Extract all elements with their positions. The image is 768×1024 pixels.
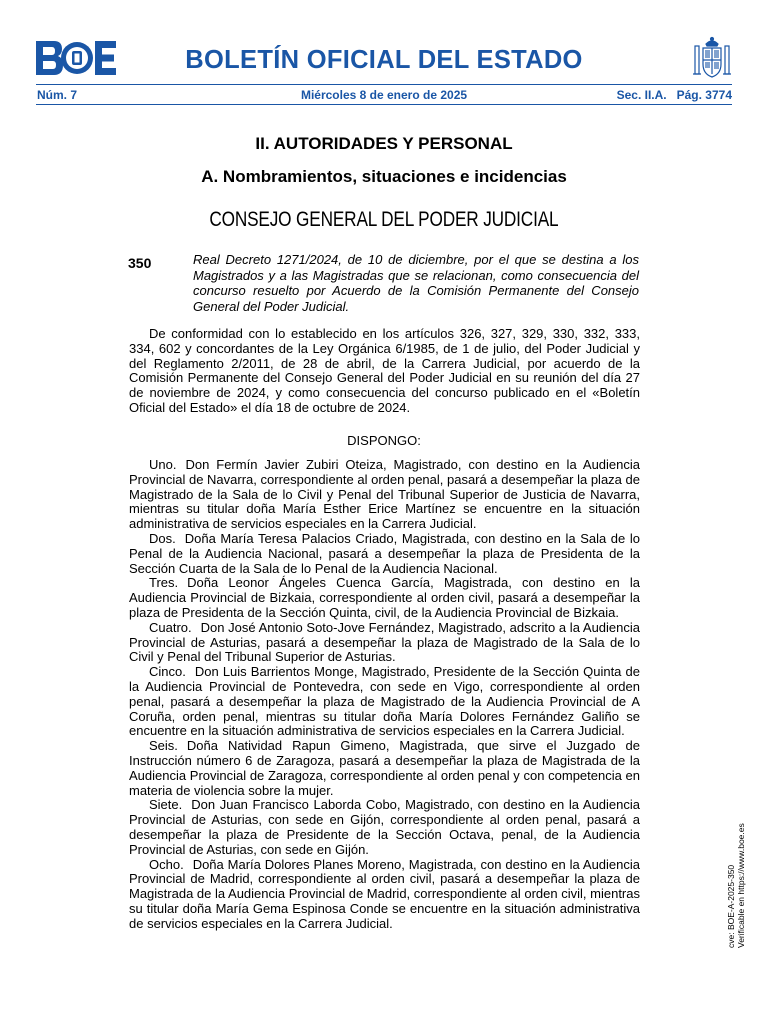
issue-number: Núm. 7 bbox=[37, 88, 78, 102]
articles-list bbox=[129, 458, 640, 932]
article-label: Ocho. bbox=[149, 856, 184, 872]
article-text: Doña Leonor Ángeles Cuenca García, Magistrada, con destino en la Audiencia Provincial de Bizkaia, correspondiente al orden civil, pasará a desempeñar la plaza de Presidenta de la Sección Quinta, civil, de la Audiencia Provincial de Bizkaia. bbox=[129, 575, 640, 620]
article-paragraph bbox=[129, 798, 640, 857]
cve-code: cve: BOE-A-2025-350 bbox=[726, 864, 736, 948]
boe-logo bbox=[36, 41, 116, 75]
verification-sidebar bbox=[726, 748, 746, 948]
header-rule-top bbox=[36, 84, 732, 85]
subsection-title: A. Nombramientos, situaciones e incidencias bbox=[201, 167, 567, 186]
article-label: Dos. bbox=[149, 530, 176, 546]
page-number: Pág. 3774 bbox=[676, 88, 732, 102]
intro-paragraph bbox=[129, 327, 640, 416]
article-label: Uno. bbox=[149, 457, 177, 472]
article-text: Don José Antonio Soto-Jove Fernández, Magistrado, adscrito a la Audiencia Provincial de Asturias, pasará a desempeñar la plaza de Magistrado de la Sala de lo Civil y Penal del Tribunal Superior de Asturias. bbox=[129, 619, 640, 665]
article-label: Siete. bbox=[149, 797, 183, 813]
article-text: Don Fermín Javier Zubiri Oteiza, Magistrado, con destino en la Audiencia Provincial de Navarra, correspondiente al orden penal, pasará a desempeñar la plaza de Magistrado de la Sala de lo Civil y Penal del Tribunal Superior de Justicia de Navarra, mientras su titular doña María Esther Erice Martínez se encuentre en la situación administrativa de servicios especiales en la Carrera Judicial. bbox=[129, 457, 640, 532]
organization-title bbox=[0, 208, 768, 232]
coat-of-arms-icon bbox=[690, 36, 734, 80]
article-label: Cinco. bbox=[149, 664, 186, 680]
article-text: Doña María Dolores Planes Moreno, Magistrada, con destino en la Audiencia Provincial de Madrid, correspondiente al orden civil, pasará a desempeñar la plaza de Magistrada de la Audiencia Provincial de Madrid, correspondiente al orden civil, mientras su titular doña María Gema Espinosa Conde se encuentre en la situación administrativa de servicios especiales en la Carrera Judicial. bbox=[129, 856, 640, 931]
dispongo-heading: DISPONGO: bbox=[347, 433, 421, 448]
section-title: II. AUTORIDADES Y PERSONAL bbox=[255, 134, 513, 153]
article-text: Doña María Teresa Palacios Criado, Magistrada, con destino en la Sala de lo Penal de la Audiencia Nacional, pasará a desempeñar la plaza de Presidenta de la Sección Cuarta de la Sala de lo Penal de la Audiencia Nacional. bbox=[129, 530, 640, 576]
organization-name: CONSEJO GENERAL DEL PODER JUDICIAL bbox=[209, 208, 559, 231]
article-label: Cuatro. bbox=[149, 619, 192, 635]
article-paragraph bbox=[129, 739, 640, 798]
verification-link[interactable]: Verificable en https://www.boe.es bbox=[736, 823, 746, 948]
article-paragraph bbox=[129, 665, 640, 739]
issue-date: Miércoles 8 de enero de 2025 bbox=[300, 88, 468, 102]
article-text: Doña Natividad Rapun Gimeno, Magistrada, que sirve el Juzgado de Instrucción número 6 de Zaragoza, pasará a desempeñar la plaza de Magistrada de la Audiencia Provincial de Zaragoza, correspondiente al orden penal y con competencia en materia de violencia sobre la mujer. bbox=[129, 738, 640, 798]
article-label: Tres. bbox=[149, 575, 179, 591]
section-label: Sec. II.A. bbox=[616, 88, 667, 102]
article-paragraph bbox=[129, 532, 640, 576]
intro-text: De conformidad con lo establecido en los artículos 326, 327, 329, 330, 332, 333, 334, 602 y concordantes de la Ley Orgánica 6/1985, de 1 de julio, del Poder Judicial y del Reglamento 2/2011, de 28 de abril, de la Carrera Judicial, por acuerdo de la Comisión Permanente del Consejo General del Poder Judicial en su reunión del día 27 de noviembre de 2024, y como consecuencia del concurso publicado en el «Boletín Oficial del Estado» el día 18 de octubre de 2024. bbox=[129, 326, 640, 415]
article-paragraph bbox=[129, 621, 640, 665]
item-number: 350 bbox=[128, 255, 152, 271]
article-paragraph bbox=[129, 458, 640, 532]
section-page bbox=[617, 87, 732, 103]
article-paragraph bbox=[129, 858, 640, 932]
item-title: Real Decreto 1271/2024, de 10 de diciembre, por el que se destina a los Magistrados y a las Magistradas que se relacionan, como consecuencia del concurso resuelto por Acuerdo de la Comisión Permanente del Consejo General del Poder Judicial. bbox=[193, 252, 639, 314]
article-label: Seis. bbox=[149, 738, 178, 754]
header-rule-bottom bbox=[36, 104, 732, 105]
article-paragraph bbox=[129, 576, 640, 620]
article-text: Don Luis Barrientos Monge, Magistrado, Presidente de la Sección Quinta de la Audiencia Provincial de Pontevedra, con sede en Vigo, correspondiente al orden penal, pasará a desempeñar la plaza de Magistrado de la Audiencia Provincial de A Coruña, orden penal, mientras su titular doña María Dolores Fernández Galiño se encuentre en la situación administrativa de servicios especiales en la Carrera Judicial. bbox=[129, 664, 640, 739]
article-text: Don Juan Francisco Laborda Cobo, Magistrado, con destino en la Audiencia Provincial de Asturias, con sede en Gijón, correspondiente al orden penal, pasará a desempeñar la plaza de Presidente de la Sección Octava, penal, de la Audiencia Provincial de Asturias, con sede en Gijón. bbox=[129, 797, 640, 857]
masthead-title: BOLETÍN OFICIAL DEL ESTADO bbox=[185, 46, 583, 74]
